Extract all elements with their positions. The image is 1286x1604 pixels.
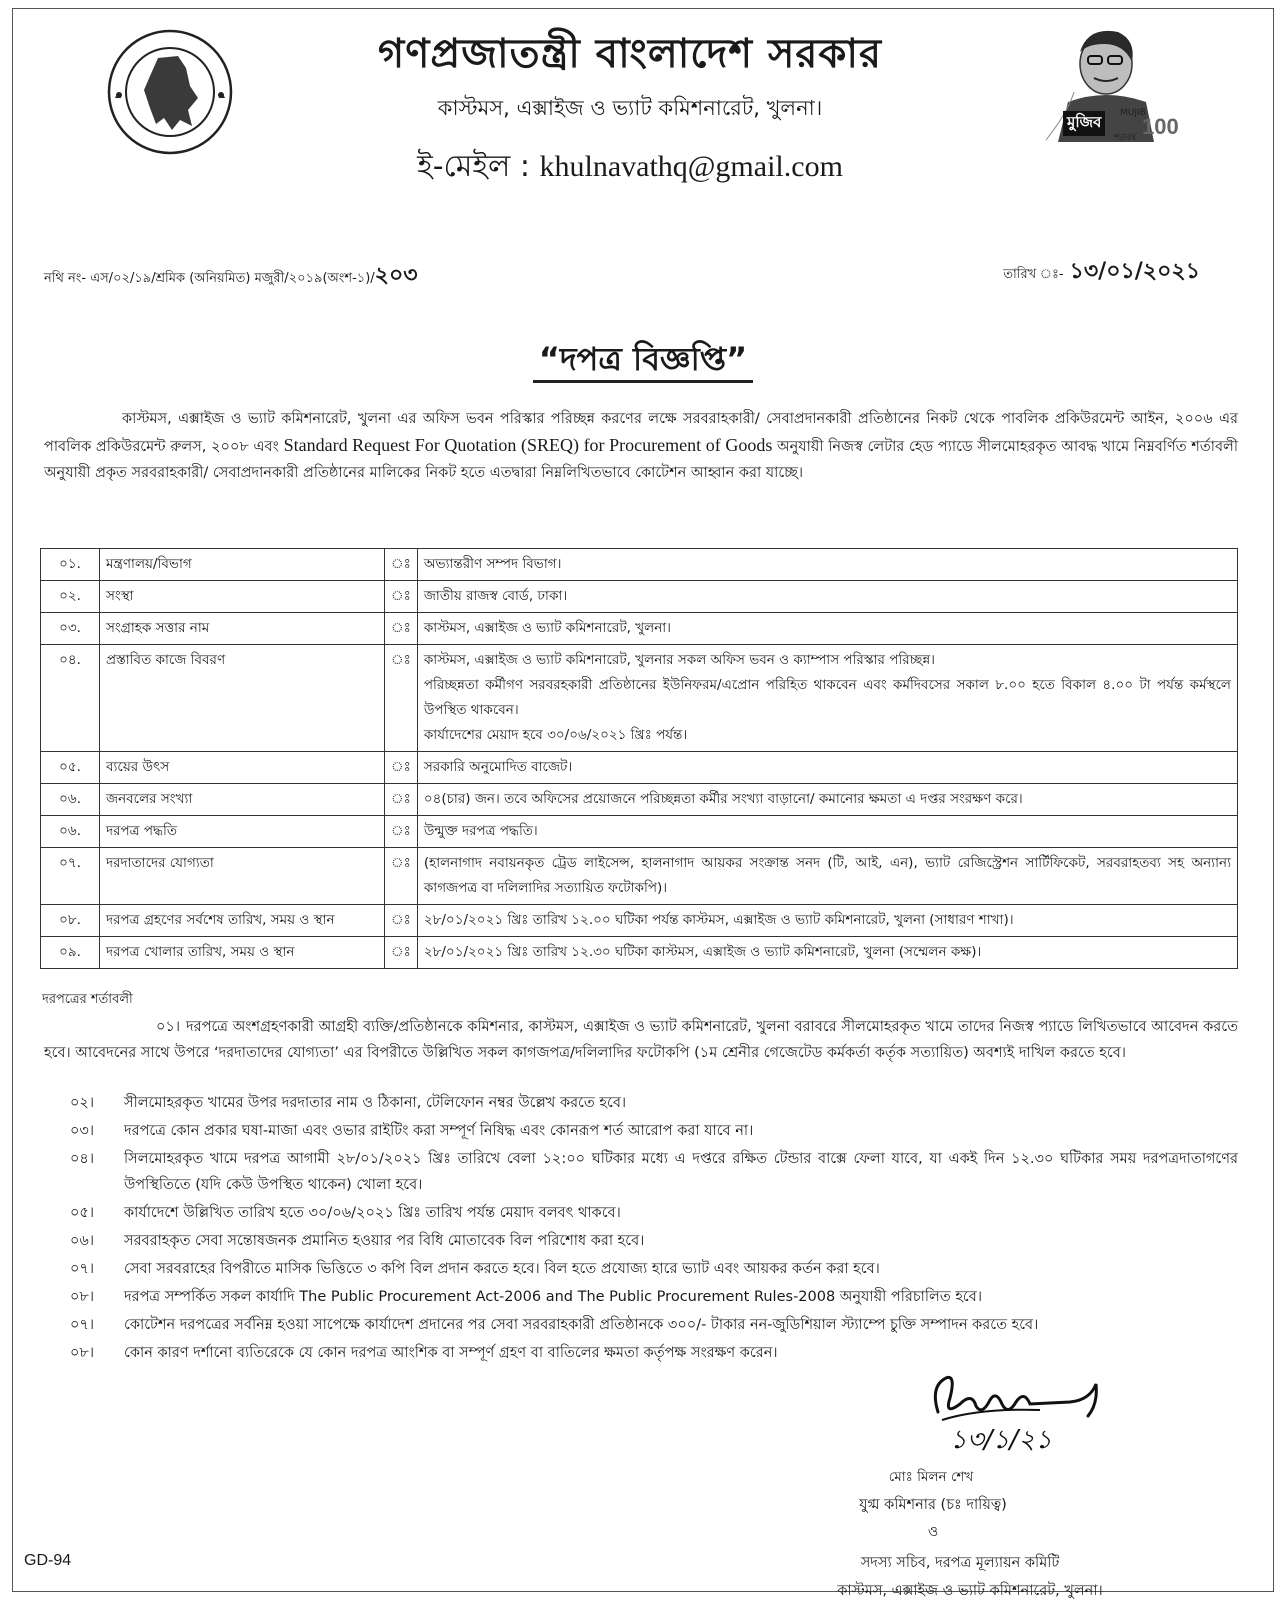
table-row xyxy=(41,937,1238,969)
condition-number: ০২। xyxy=(70,1095,95,1111)
signatory-designation: যুগ্ম কমিশনার (চঃ দায়িত্ব) xyxy=(859,1497,1007,1513)
signatory-office: কাস্টমস, এক্সাইজ ও ভ্যাট কমিশনারেট, খুলনা। xyxy=(837,1583,1103,1599)
table-row xyxy=(41,613,1238,645)
row-value xyxy=(417,613,1237,645)
notice-title-text: “দপত্র বিজ্ঞপ্তি” xyxy=(533,340,753,383)
row-separator: ঃ xyxy=(385,905,418,937)
row-value xyxy=(417,784,1237,816)
row-value-line: উন্মুক্ত দরপত্র পদ্ধতি। xyxy=(423,823,538,839)
mujib-centenary-label: শতবর্ষ xyxy=(1114,133,1137,143)
table-row xyxy=(41,752,1238,784)
condition-number: ০৮। xyxy=(70,1345,95,1361)
row-value-line: পরিচ্ছন্নতা কর্মীগণ সরবরহকারী প্রতিষ্ঠানের ইউনিফরম/এপ্রোন পরিহিত থাকবেন এবং কর্মদিবসের সকাল ৮.০০ হতে বিকাল ৪.০০ টা পর্যন্ত কর্মস্থলে উপস্থিত থাকবেন। xyxy=(423,677,1231,718)
conditions-heading: দরপত্রের শর্তাবলী xyxy=(42,992,133,1007)
row-label: মন্ত্রণালয়/বিভাগ xyxy=(100,549,385,581)
row-separator: ঃ xyxy=(385,549,418,581)
row-number: ০১. xyxy=(41,549,100,581)
email-label: ই-মেইল : xyxy=(417,149,540,184)
row-value-line: কাস্টমস, এক্সাইজ ও ভ্যাট কমিশনারেট, খুলনা। xyxy=(423,620,671,636)
condition-item xyxy=(44,1090,1238,1116)
row-number: ০৩. xyxy=(41,613,100,645)
row-value-line: কাস্টমস, এক্সাইজ ও ভ্যাট কমিশনারেট, খুলনার সকল অফিস ভবন ও ক্যাম্পাস পরিস্কার পরিচ্ছন্ন। xyxy=(423,652,935,668)
condition-text: দরপত্রে অংশগ্রহণকারী আগ্রহী ব্যক্তি/প্রতিষ্ঠানকে কমিশনার, কাস্টমস, এক্সাইজ ও ভ্যাট কমিশনারেট, খুলনা বরাবরে সীলমোহরকৃত খামে তাদের নিজস্ব প্যাডে লিখিতভাবে আবেদন করতে হবে। আবেদনের সাথে উপরে ‘দরদাতাদের যোগ্যতা’ এর বিপরীতে উল্লিখিত সকল কাগজপত্র/দলিলাদির ফটোকপি (১ম শ্রেনীর গেজেটেড কর্মকর্তা কর্তৃক সত্যায়িত) অবশ্যই দাখিল করতে হবে। xyxy=(44,1019,1238,1061)
condition-number: ০৮। xyxy=(70,1289,95,1305)
row-separator: ঃ xyxy=(385,581,418,613)
row-label: দরদাতাদের যোগ্যতা xyxy=(100,848,385,905)
condition-number: ০৫। xyxy=(70,1205,95,1221)
row-value xyxy=(417,848,1237,905)
condition-item xyxy=(44,1200,1238,1226)
condition-item xyxy=(44,1312,1238,1338)
table-row xyxy=(41,848,1238,905)
row-value-line: সরকারি অনুমোদিত বাজেট। xyxy=(423,759,573,775)
reference-label: নথি নং- এস/০২/১৯/শ্রমিক (অনিয়মিত) মজুরী/২০১৯(অংশ-১)/ xyxy=(44,271,375,286)
row-label: সংগ্রাহক সত্তার নাম xyxy=(100,613,385,645)
row-value xyxy=(417,816,1237,848)
tender-info-table xyxy=(40,548,1238,969)
condition-item xyxy=(44,1284,1238,1310)
condition-number: ০১। xyxy=(156,1019,181,1035)
mujib-english-label: MUJIB xyxy=(1120,108,1146,118)
signatory-conjunction: ও xyxy=(927,1524,939,1540)
row-label: ব্যয়ের উৎস xyxy=(100,752,385,784)
mujib-label: মুজিব xyxy=(1063,111,1105,136)
intro-paragraph xyxy=(44,406,1238,486)
handwritten-signature xyxy=(920,1364,1130,1456)
condition-text: কোন কারণ দর্শানো ব্যতিরেকে যে কোন দরপত্র আংশিক বা সম্পূর্ণ গ্রহণ বা বাতিলের ক্ষমতা কর্তৃপক্ষ সংরক্ষণ করেন। xyxy=(124,1345,778,1361)
signatory-name: মোঃ মিলন শেখ xyxy=(888,1469,974,1485)
row-number: ০৯. xyxy=(41,937,100,969)
row-value-line: জাতীয় রাজস্ব বোর্ড, ঢাকা। xyxy=(423,588,568,604)
row-label: জনবলের সংখ্যা xyxy=(100,784,385,816)
conditions-list xyxy=(44,1090,1238,1368)
notice-title xyxy=(0,334,1286,388)
row-value xyxy=(417,905,1237,937)
condition-item xyxy=(44,1118,1238,1144)
row-separator: ঃ xyxy=(385,848,418,905)
row-label: সংস্থা xyxy=(100,581,385,613)
row-separator: ঃ xyxy=(385,645,418,752)
condition-text: সেবা সরবরাহের বিপরীতে মাসিক ভিত্তিতে ৩ কপি বিল প্রদান করতে হবে। বিল হতে প্রযোজ্য হারে ভ্যাট এবং আয়কর কর্তন করা হবে। xyxy=(124,1261,880,1277)
row-number: ০৮. xyxy=(41,905,100,937)
condition-text: সিলমোহরকৃত খামে দরপত্র আগামী ২৮/০১/২০২১ খ্রিঃ তারিখে বেলা ১২:০০ ঘটিকার মধ্যে এ দপ্তরে রক্ষিত টেন্ডার বাক্সে ফেলা যাবে, যা একই দিন ১২.৩০ ঘটিকার সময় দরপত্রদাতাগণের উপস্থিতিতে (যদি কেউ উপস্থিত থাকেন) খোলা হবে। xyxy=(124,1151,1238,1193)
row-separator: ঃ xyxy=(385,784,418,816)
condition-number: ০৭। xyxy=(70,1261,95,1277)
condition-item xyxy=(44,1014,1238,1066)
row-label: দরপত্র গ্রহণের সর্বশেষ তারিখ, সময় ও স্থান xyxy=(100,905,385,937)
row-value xyxy=(417,581,1237,613)
row-value-line: ০৪(চার) জন। তবে অফিসের প্রয়োজনে পরিচ্ছন্নতা কর্মীর সংখ্যা বাড়ানো/ কমানোর ক্ষমতা এ দপ্তর সংরক্ষণ করে। xyxy=(423,791,1023,807)
date-label: তারিখ ঃ- xyxy=(1003,267,1064,282)
condition-text: কোটেশন দরপত্রের সর্বনিম্ন হওয়া সাপেক্ষে কার্যাদেশ প্রদানের পর সেবা সরবরাহকারী প্রতিষ্ঠানকে ৩০০/- টাকার নন-জুডিশিয়াল স্ট্যাম্পে চুক্তি সম্পাদন করতে হবে। xyxy=(124,1317,1039,1333)
table-row xyxy=(41,816,1238,848)
condition-number: ০৩। xyxy=(70,1123,95,1139)
row-value-line: (হালনাগাদ নবায়নকৃত ট্রেড লাইসেন্স, হালনাগাদ আয়কর সংক্রান্ত সনদ (টি, আই, এন), ভ্যাট রেজিস্ট্রেশন সার্টিফিকেট, সরবরাহতব্য সহ অন্যান্য কাগজপত্র বা দলিলাদির সত্যায়িত ফটোকপি)। xyxy=(423,855,1231,896)
row-value xyxy=(417,645,1237,752)
row-number: ০৪. xyxy=(41,645,100,752)
email-line xyxy=(270,142,990,193)
reference-serial: ২০৩ xyxy=(374,263,418,288)
row-value xyxy=(417,937,1237,969)
row-value-line: ২৮/০১/২০২১ খ্রিঃ তারিখ ১২.৩০ ঘটিকা কাস্টমস, এক্সাইজ ও ভ্যাট কমিশনারেট, খুলনা (সম্মেলন কক্ষ)। xyxy=(423,944,982,960)
row-number: ০৭. xyxy=(41,848,100,905)
row-label: প্রস্তাবিত কাজে বিবরণ xyxy=(100,645,385,752)
government-title: গণপ্রজাতন্ত্রী বাংলাদেশ সরকার xyxy=(378,31,882,77)
government-seal-icon xyxy=(106,28,234,156)
table-row xyxy=(41,581,1238,613)
row-separator: ঃ xyxy=(385,613,418,645)
row-separator: ঃ xyxy=(385,937,418,969)
intro-text-part2: অনুযায়ী নিজস্ব লেটার হেড প্যাডে সীলমোহরকৃত আবদ্ধ খামে নিম্নবর্ণিত শর্তাবলী অনুযায়ী প্রকৃত সরবরাহকারী/ সেবাপ্রদানকারী প্রতিষ্ঠানের মালিকের নিকট হতে এতদ্বারা নিম্নলিখিতভাবে কোটেশন আহ্বান করা যাচ্ছে। xyxy=(44,439,1238,481)
table-row xyxy=(41,905,1238,937)
issue-date xyxy=(1003,254,1200,291)
condition-item xyxy=(44,1228,1238,1254)
condition-text: সরবরাহকৃত সেবা সন্তোষজনক প্রমানিত হওয়ার পর বিধি মোতাবেক বিল পরিশোধ করা হবে। xyxy=(124,1233,645,1249)
condition-number: ০৭। xyxy=(70,1317,95,1333)
condition-number: ০৪। xyxy=(70,1151,95,1167)
office-subtitle: কাস্টমস, এক্সাইজ ও ভ্যাট কমিশনারেট, খুলনা। xyxy=(437,96,823,120)
condition-item xyxy=(44,1340,1238,1366)
row-number: ০৬. xyxy=(41,816,100,848)
table-row xyxy=(41,645,1238,752)
row-value-line: কার্যাদেশের মেয়াদ হবে ৩০/০৬/২০২১ খ্রিঃ পর্যন্ত। xyxy=(423,727,688,743)
condition-number: ০৬। xyxy=(70,1233,95,1249)
row-value xyxy=(417,549,1237,581)
mujib-100-label: 100 xyxy=(1142,114,1179,139)
intro-text-part1: কাস্টমস, এক্সাইজ ও ভ্যাট কমিশনারেট, খুলনা এর অফিস ভবন পরিস্কার পরিচ্ছন্ন করণের লক্ষে সরবরাহকারী/ সেবাপ্রদানকারী প্রতিষ্ঠানের নিকট থেকে পাবলিক প্রকিউরমেন্ট আইন, ২০০৬ এর পাবলিক প্রকিউরমেন্ট রুলস, ২০০৮ এবং xyxy=(44,411,1238,455)
email-address[interactable]: khulnavathq@gmail.com xyxy=(539,150,843,183)
signature-date: ১৩/১/২১ xyxy=(950,1425,1052,1455)
condition-text: কার্যাদেশে উল্লিখিত তারিখ হতে ৩০/০৬/২০২১ খ্রিঃ তারিখ পর্যন্ত মেয়াদ বলবৎ থাকবে। xyxy=(124,1205,621,1221)
row-number: ০৬. xyxy=(41,784,100,816)
row-number: ০২. xyxy=(41,581,100,613)
intro-text-latin: Standard Request For Quotation (SREQ) for Procurement of Goods xyxy=(283,435,773,455)
row-label: দরপত্র খোলার তারিখ, সময় ও স্থান xyxy=(100,937,385,969)
condition-text: দরপত্রে কোন প্রকার ঘষা-মাজা এবং ওভার রাইটিং করা সম্পূর্ণ নিষিদ্ধ এবং কোনরূপ শর্ত আরোপ করা যাবে না। xyxy=(124,1123,754,1139)
condition-item xyxy=(44,1256,1238,1282)
row-value-line: ২৮/০১/২০২১ খ্রিঃ তারিখ ১২.০০ ঘটিকা পর্যন্ত কাস্টমস, এক্সাইজ ও ভ্যাট কমিশনারেট, খুলনা (সাধারণ শাখা)। xyxy=(423,912,1014,928)
date-value: ১৩/০১/২০২১ xyxy=(1069,259,1200,284)
row-label: দরপত্র পদ্ধতি xyxy=(100,816,385,848)
row-number: ০৫. xyxy=(41,752,100,784)
condition-item xyxy=(44,1146,1238,1198)
row-value xyxy=(417,752,1237,784)
condition-text: দরপত্র সম্পর্কিত সকল কার্যাদি The Public Procurement Act-2006 and The Public Procurement Rules-2008 অনুযায়ী পরিচালিত হবে। xyxy=(124,1289,983,1305)
footer-code: GD-94 xyxy=(24,1552,72,1569)
condition-text: সীলমোহরকৃত খামের উপর দরদাতার নাম ও ঠিকানা, টেলিফোন নম্বর উল্লেখ করতে হবে। xyxy=(124,1095,627,1111)
row-separator: ঃ xyxy=(385,816,418,848)
table-row xyxy=(41,549,1238,581)
reference-number xyxy=(44,258,418,295)
signatory-committee-role: সদস্য সচিব, দরপত্র মূল্যায়ন কমিটি xyxy=(860,1555,1060,1571)
row-value-line: অভ্যান্তরীণ সম্পদ বিভাগ। xyxy=(423,556,562,572)
row-separator: ঃ xyxy=(385,752,418,784)
table-row xyxy=(41,784,1238,816)
